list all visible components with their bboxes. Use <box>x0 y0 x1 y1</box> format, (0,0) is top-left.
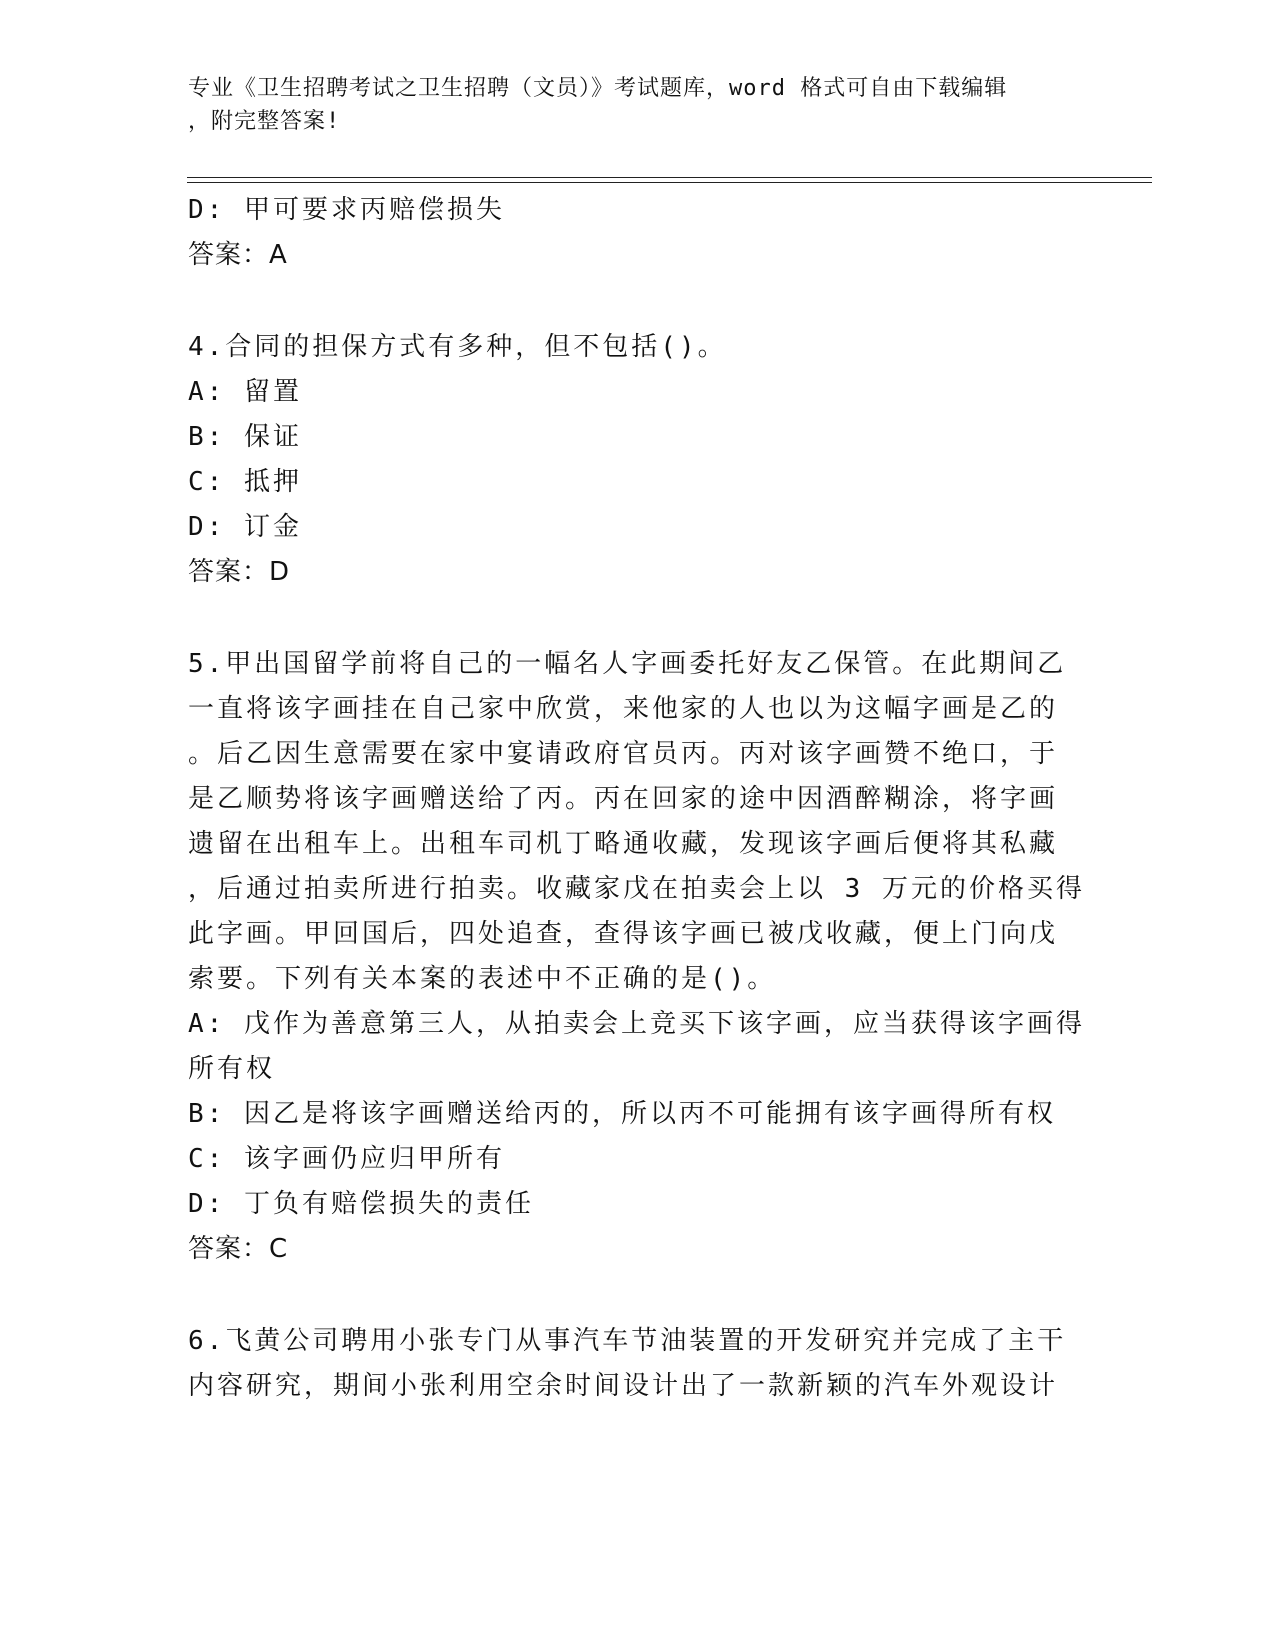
q6-stem-line-2: 内容研究，期间小张利用空余时间设计出了一款新颖的汽车外观设计 <box>188 1371 1059 1401</box>
q5-stem-line-4: 是乙顺势将该字画赠送给了丙。丙在回家的途中因酒醉糊涂，将字画 <box>188 784 1059 814</box>
q4-answer: 答案：D <box>188 557 291 587</box>
q5-option-a-line-2: 所有权 <box>188 1054 276 1084</box>
q5-stem-line-3: 。后乙因生意需要在家中宴请政府官员丙。丙对该字画赞不绝口，于 <box>188 739 1059 769</box>
q4-option-d: D: 订金 <box>188 512 302 542</box>
q5-option-d: D: 丁负有赔偿损失的责任 <box>188 1189 534 1219</box>
header-line-1: 专业《卫生招聘考试之卫生招聘（文员）》考试题库，word 格式可自由下载编辑 <box>188 76 1008 101</box>
q5-answer: 答案：C <box>188 1234 289 1264</box>
header-divider-top <box>187 177 1152 178</box>
q5-option-b: B: 因乙是将该字画赠送给丙的，所以丙不可能拥有该字画得所有权 <box>188 1099 1056 1129</box>
q4-option-b: B: 保证 <box>188 422 302 452</box>
q4-stem: 4.合同的担保方式有多种，但不包括()。 <box>188 332 727 362</box>
q4-option-c: C: 抵押 <box>188 467 302 497</box>
q5-stem-line-8: 索要。下列有关本案的表述中不正确的是()。 <box>188 964 777 994</box>
q5-option-c: C: 该字画仍应归甲所有 <box>188 1144 505 1174</box>
spacer <box>188 278 1088 325</box>
document-body <box>188 188 1088 1409</box>
q6-stem-line-1: 6.飞黄公司聘用小张专门从事汽车节油装置的开发研究并完成了主干 <box>188 1326 1067 1356</box>
spacer <box>188 1272 1088 1319</box>
q5-stem-line-5: 遗留在出租车上。出租车司机丁略通收藏，发现该字画后便将其私藏 <box>188 829 1059 859</box>
q5-option-a-line-1: A: 戊作为善意第三人，从拍卖会上竞买下该字画，应当获得该字画得 <box>188 1009 1085 1039</box>
q4-option-a: A: 留置 <box>188 377 302 407</box>
header-line-2: ，附完整答案! <box>188 109 341 134</box>
q5-stem-line-2: 一直将该字画挂在自己家中欣赏，来他家的人也以为这幅字画是乙的 <box>188 694 1059 724</box>
q5-stem-line-1: 5.甲出国留学前将自己的一幅名人字画委托好友乙保管。在此期间乙 <box>188 649 1067 679</box>
header-divider-bottom <box>187 182 1152 183</box>
q3-answer: 答案：A <box>188 240 288 270</box>
spacer <box>188 595 1088 642</box>
q3-option-d: D: 甲可要求丙赔偿损失 <box>188 195 505 225</box>
document-header <box>188 72 1068 138</box>
q5-stem-line-6: ，后通过拍卖所进行拍卖。收藏家戊在拍卖会上以 3 万元的价格买得 <box>188 874 1085 904</box>
q5-stem-line-7: 此字画。甲回国后，四处追查，查得该字画已被戊收藏，便上门向戊 <box>188 919 1059 949</box>
